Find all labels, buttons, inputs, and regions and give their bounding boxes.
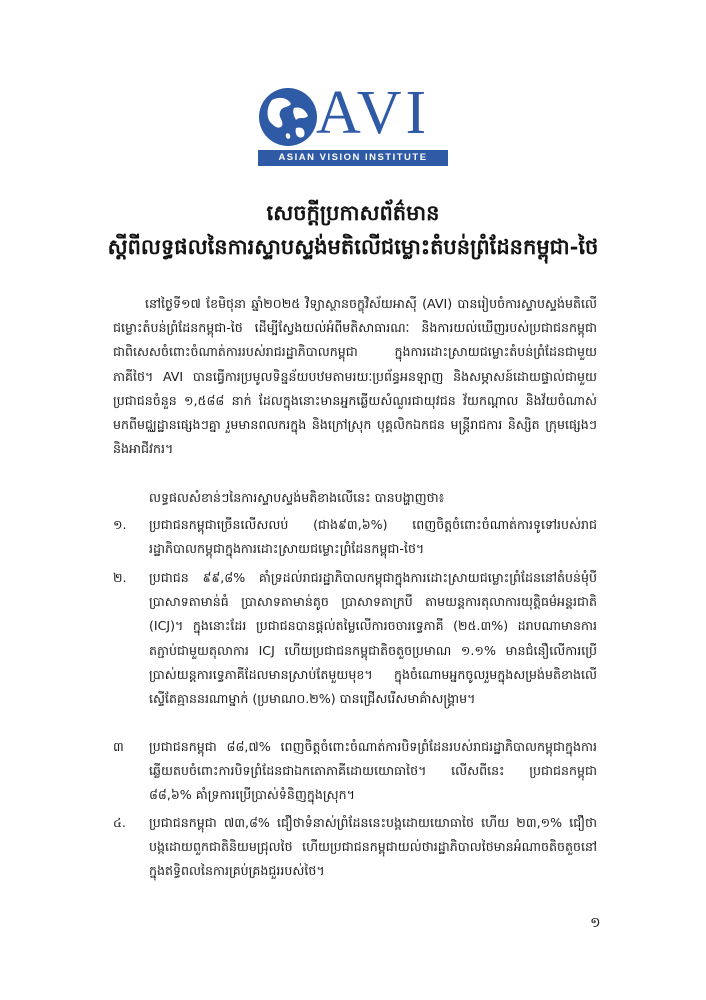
finding-number: ២. [113,570,127,585]
logo-wordmark: AVI [316,79,431,147]
findings-lead: លទ្ធផលសំខាន់ៗនៃការស្ទាបស្ទង់មតិខាងលើនេះ បានបង្ហាញថា៖ [149,490,445,505]
intro-text: នៅថ្ងៃទី១៧ ខែមិថុនា ឆ្នាំ២០២៥ វិទ្យាស្ថានចក្ខុវិស័យអាស៊ី (AVI) បានរៀបចំការស្ទាបស្ទង់មតិលើជម្លោះតំបន់ព្រំដែនកម្ពុជា-ថៃ ដើម្បីស្វែងយល់អំពីមតិសាធារណៈ និងការយល់ឃើញរបស់ប្រជាជនកម្ពុជា ជាពិសេសចំពោះចំណាត់ការរបស់រាជរដ្ឋាភិបាលកម្ពុជា ក្នុងការដោះស្រាយជម្លោះតំបន់ព្រំដែនជាមួយភាគីថៃ។ AVI បានធ្វើការប្រមូលទិន្នន័យបឋមតាមរយៈប្រព័ន្ធអនឡាញ និងសម្ភាសន៍ដោយផ្ទាល់ជាមួយប្រជាជនចំនួន ១,៥៨៨ នាក់ ដែលក្នុងនោះមានអ្នកឆ្លើយសំណួរជាយុវជន វ័យកណ្តាល និងវ័យចំណាស់ មកពីមជ្ឈដ្ឋានផ្សេងៗគ្នា រួមមានពលករក្នុង និងក្រៅស្រុក បុគ្គលិកឯកជន មន្ត្រីរាជការ និស្សិត ក្រុមផ្សេងៗ និងអាជីវករ។ [113,296,597,457]
finding-number: ៣ [113,739,124,754]
intro-paragraph [113,292,597,461]
finding-text: ប្រជាជនកម្ពុជា ៨៨,៧% ពេញចិត្តចំពោះចំណាត់ការបិទព្រំដែនរបស់រាជរដ្ឋាភិបាលកម្ពុជាក្នុងការឆ្លើយតបចំពោះការបិទព្រំដែនជាឯកតោភាគីដោយយោធាថៃ។ លើសពីនេះ ប្រជាជនកម្ពុជា ៨៨,៦% គាំទ្រការប្រើប្រាស់ទំនិញក្នុងស្រុក។ [149,739,597,803]
finding-text: ប្រជាជនកម្ពុជា ៧៣,៨% ជឿថាទំនាស់ព្រំដែននេះបង្កដោយយោធាថៃ ហើយ ២៣,១% ជឿថាបង្កដោយពួកជាតិនិយមជ្រុលថៃ ហើយប្រជាជនកម្ពុជាយល់ថារដ្ឋាភិបាលថៃមានអំណាចតិចតួចនៅក្នុងឥទ្ធិពលនៃការគ្រប់គ្រងជួររបស់ថៃ។ [149,815,597,879]
finding-text: ប្រជាជន ៩៩,៨% គាំទ្រដល់រាជរដ្ឋាភិបាលកម្ពុជាក្នុងការដោះស្រាយជម្លោះព្រំដែននៅតំបន់មុំបី ប្រាសាទតាមាន់ធំ ប្រាសាទតាមាន់តូច ប្រាសាទតាក្របី តាមយន្តការតុលាការយុត្តិធម៌អន្តរជាតិ (ICJ)។ ក្នុងនោះដែរ ប្រជាជនបានផ្តល់តម្លៃលើការចចារទ្វេភាគី (២៥.៣%) ដរាបណាមានការតភ្ជាប់ជាមួយតុលាការ ICJ ហើយប្រជាជនកម្ពុជាតិចតួចប្រមាណ ១.១% មានជំនឿលើការប្រើប្រាស់យន្តការទ្វេភាគីដែលមានស្រាប់តែមួយមុខ។ ក្នុងចំណោមអ្នកចូលរួមក្នុងសម្រង់មតិខាងលើ ស្ទើតែគ្មាននរណាម្នាក់ (ប្រមាណ០.២%) បានជ្រើសរើសមាគ៌ាសង្គ្រាម។ [149,570,597,707]
finding-item [113,513,597,561]
finding-item [113,735,597,808]
avi-logo [258,79,448,170]
logo-subtitle: ASIAN VISION INSTITUTE [258,150,448,166]
document-subtitle: ស្តីពីលទ្ធផលនៃការស្ទាបស្ទង់មតិលើជម្លោះតំបន់ព្រំដែនកម្ពុជា-ថៃ [107,234,599,259]
finding-number: ៤. [113,815,126,830]
page-number: ១ [590,915,601,931]
finding-number: ១. [113,517,127,532]
finding-item [113,566,597,711]
document-title: សេចក្តីប្រកាសព័ត៌មាន [266,200,440,225]
finding-item [113,811,597,884]
globe-icon [258,86,318,148]
finding-text: ប្រជាជនកម្ពុជាច្រើនលើសលប់ (ជាង៩៣,៦%) ពេញចិត្តចំពោះចំណាត់ការទូទៅរបស់រាជរដ្ឋាភិបាលកម្ពុជាក្នុងការដោះស្រាយជម្លោះព្រំដែនកម្ពុជា-ថៃ។ [149,517,597,557]
